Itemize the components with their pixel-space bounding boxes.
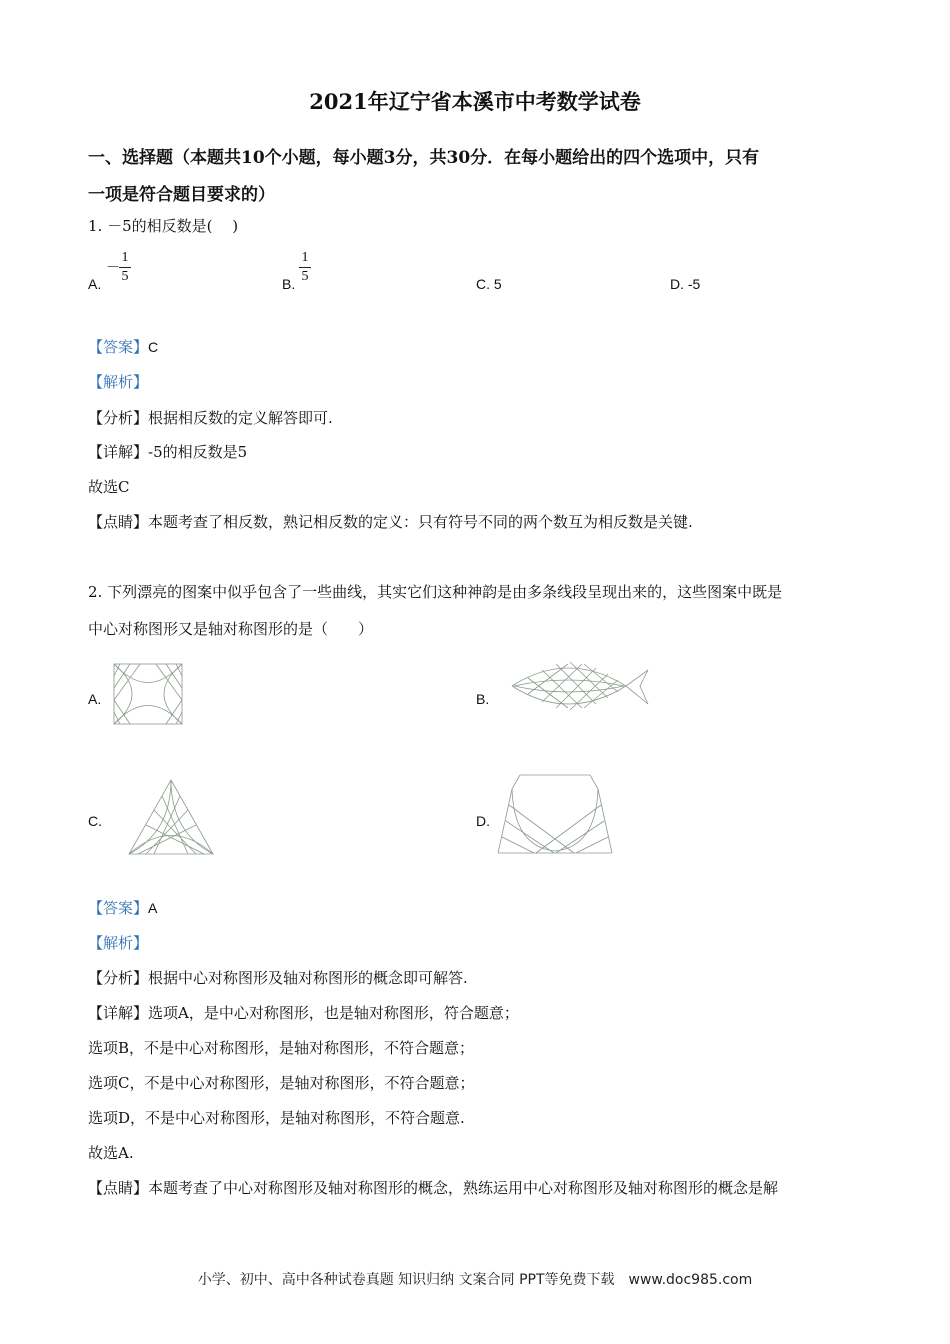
q2-option-a-figure	[110, 661, 186, 727]
question-2-stem-line1: 2. 下列漂亮的图案中似乎包含了一些曲线，其实它们这种神韵是由多条线段呈现出来的，这些图案中既是	[88, 583, 783, 601]
fenxi-tag: 【分析】	[88, 969, 149, 987]
q2-option-c-label: C.	[88, 813, 102, 829]
q2-option-d-label: D.	[476, 813, 490, 829]
fraction-denominator: 5	[121, 269, 129, 284]
dianjing-tag: 【点睛】	[88, 1179, 149, 1197]
q2-xiangjie	[88, 1002, 519, 1023]
page-footer: 小学、初中、高中各种试卷真题 知识归纳 文案合同 PPT等免费下载 www.doc985.com	[197, 1272, 753, 1288]
q2-dianjing	[88, 1177, 778, 1198]
answer-tag: 【答案】	[88, 338, 149, 356]
q2-option-d-figure	[494, 767, 616, 857]
dianjing-text: 本题考查了相反数，熟记相反数的定义：只有符号不同的两个数互为相反数是关键.	[148, 513, 693, 531]
dianjing-tag: 【点睛】	[88, 513, 149, 531]
question-2-stem-line2: 中心对称图形又是轴对称图形的是（ ）	[88, 620, 374, 638]
q2-option-b-figure	[508, 652, 654, 724]
answer-tag: 【答案】	[88, 899, 149, 917]
q2-option-b-label: B.	[476, 691, 490, 707]
fraction-denominator: 5	[301, 269, 309, 284]
fraction-bar	[299, 267, 311, 268]
q2-fenxi	[88, 967, 468, 988]
q1-conclusion: 故选C	[88, 478, 130, 496]
xiangjie-text: -5的相反数是5	[148, 443, 248, 461]
question-1-stem: 1. －5的相反数是( )	[88, 217, 239, 235]
q2-line-b: 选项B，不是中心对称图形，是轴对称图形，不符合题意；	[88, 1039, 475, 1057]
xiangjie-tag: 【详解】	[88, 443, 149, 461]
q2-line-c: 选项C，不是中心对称图形，是轴对称图形，不符合题意；	[88, 1074, 475, 1092]
q2-option-c-figure	[126, 777, 216, 857]
q1-option-a-label: A.	[88, 276, 102, 292]
q1-option-c: C. 5	[476, 276, 502, 292]
q1-option-a-sign: －	[106, 260, 120, 276]
xiangjie-text: 选项A，是中心对称图形，也是轴对称图形，符合题意；	[148, 1004, 519, 1022]
q2-conclusion: 故选A.	[88, 1144, 134, 1162]
q1-option-a-fraction	[119, 250, 131, 285]
fenxi-text: 根据相反数的定义解答即可.	[148, 409, 333, 427]
q1-dianjing	[88, 511, 693, 532]
q1-option-b-label: B.	[282, 276, 296, 292]
q1-answer	[88, 336, 158, 357]
page-title: 2021年辽宁省本溪市中考数学试卷	[309, 89, 641, 114]
fraction-numerator: 1	[121, 250, 129, 265]
q1-analysis-tag: 【解析】	[88, 373, 149, 391]
q1-xiangjie	[88, 441, 247, 462]
dianjing-text: 本题考查了中心对称图形及轴对称图形的概念，熟练运用中心对称图形及轴对称图形的概念是解	[148, 1179, 779, 1197]
answer-value: A	[148, 900, 158, 916]
q2-line-d: 选项D，不是中心对称图形，是轴对称图形，不符合题意.	[88, 1109, 465, 1127]
section-heading: 一、选择题（本题共10个小题，每小题3分，共30分．在每小题给出的四个选项中，只有	[88, 148, 760, 168]
q1-option-b-fraction	[299, 250, 311, 285]
q1-fenxi	[88, 407, 333, 428]
fenxi-tag: 【分析】	[88, 409, 149, 427]
xiangjie-tag: 【详解】	[88, 1004, 149, 1022]
q2-answer	[88, 897, 157, 918]
fenxi-text: 根据中心对称图形及轴对称图形的概念即可解答.	[148, 969, 468, 987]
q2-analysis-tag: 【解析】	[88, 934, 149, 952]
section-heading-cont: 一项是符合题目要求的）	[88, 185, 275, 205]
q1-option-d: D. -5	[670, 276, 701, 292]
fraction-bar	[119, 267, 131, 268]
answer-value: C	[148, 339, 159, 355]
q2-option-a-label: A.	[88, 691, 102, 707]
fraction-numerator: 1	[301, 250, 309, 265]
